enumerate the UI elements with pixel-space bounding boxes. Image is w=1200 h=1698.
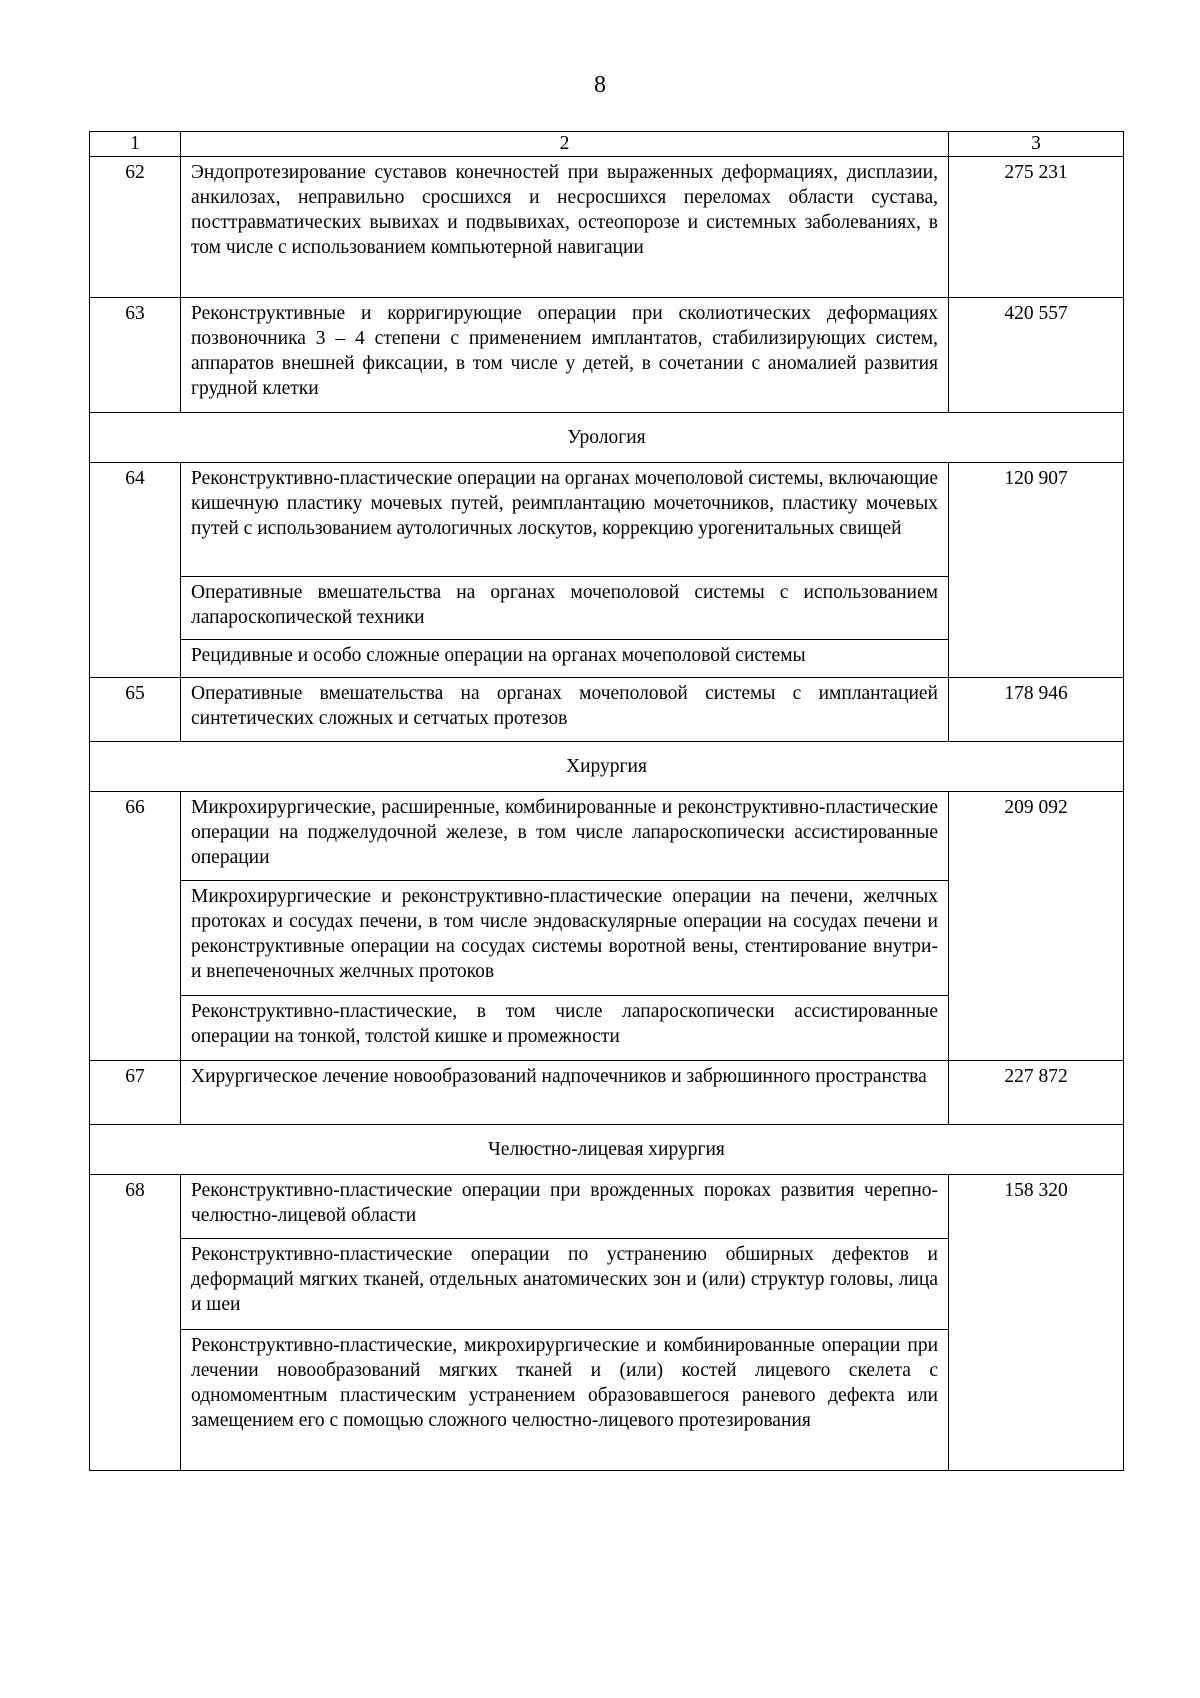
row-number-text: 63 — [125, 303, 145, 324]
row-description — [181, 1175, 949, 1239]
row-number-text: 62 — [125, 162, 145, 183]
table-row — [90, 1175, 1124, 1239]
row-description-text: Реконструктивно-пластические операции на органах мочеполовой системы, включающие кишечную пластику мочевых путей, реимплантацию мочеточников, пластику мочевых путей с использованием аутологичных лоскутов, коррекцию урогенитальных свищей — [191, 468, 938, 539]
row-description — [181, 1239, 949, 1330]
row-description-text: Хирургическое лечение новообразований надпочечников и забрюшинного пространства — [191, 1066, 927, 1087]
row-description-text: Реконструктивно-пластические операции по устранению обширных дефектов и деформаций мягких тканей, отдельных анатомических зон и (или) структур головы, лица и шеи — [191, 1244, 938, 1315]
row-description — [181, 1061, 949, 1125]
row-description-text: Микрохирургические, расширенные, комбинированные и реконструктивно-пластические операции на поджелудочной железе, в том числе лапароскопически ассистированные операции — [191, 797, 938, 868]
page-number: 8 — [594, 72, 606, 98]
section-row-maxillofacial — [90, 1125, 1124, 1175]
row-number — [90, 678, 181, 742]
header-col-2: 2 — [181, 132, 949, 157]
row-description — [181, 1330, 949, 1471]
table-row — [90, 157, 1124, 298]
row-description — [181, 157, 949, 298]
row-price-text: 420 557 — [1004, 303, 1068, 324]
row-description-text: Оперативные вмешательства на органах мочеполовой системы с имплантацией синтетических сложных и сетчатых протезов — [191, 683, 938, 729]
table-header-row — [90, 132, 1124, 157]
row-description-text: Оперативные вмешательства на органах мочеполовой системы с использованием лапароскопической техники — [191, 582, 938, 628]
row-number — [90, 792, 181, 1061]
row-description — [181, 792, 949, 881]
table-row — [90, 1061, 1124, 1125]
row-description — [181, 996, 949, 1061]
header-col-1: 1 — [90, 132, 181, 157]
header-col-3: 3 — [949, 132, 1124, 157]
row-number — [90, 298, 181, 413]
table-row — [90, 463, 1124, 577]
row-price-text: 158 320 — [1004, 1180, 1068, 1201]
row-number — [90, 1061, 181, 1125]
row-price — [949, 157, 1124, 298]
table-row — [90, 678, 1124, 742]
table-row — [90, 298, 1124, 413]
row-number — [90, 157, 181, 298]
row-description-text: Реконструктивно-пластические, в том числе лапароскопически ассистированные операции на тонкой, толстой кишке и промежности — [191, 1001, 938, 1047]
row-price-text: 227 872 — [1004, 1066, 1068, 1087]
row-price-text: 120 907 — [1004, 468, 1068, 489]
row-price-text: 178 946 — [1004, 683, 1068, 704]
section-row-surgery — [90, 742, 1124, 792]
row-price — [949, 792, 1124, 1061]
row-description-text: Реконструктивные и корригирующие операции при сколиотических деформациях позвоночника 3 – 4 степени с применением имплантатов, стабилизирующих систем, аппаратов внешней фиксации, в том числе у детей, в сочетании с аномалией развития грудной клетки — [191, 303, 938, 399]
row-description-text: Микрохирургические и реконструктивно-пластические операции на печени, желчных протоках и сосудах печени, в том числе эндоваскулярные операции на сосудах печени и реконструктивные операции на сосудах системы воротной вены, стентирование внутри- и внепеченочных желчных протоков — [191, 886, 938, 982]
row-description — [181, 298, 949, 413]
row-price-text: 275 231 — [1004, 162, 1068, 183]
row-description-text: Реконструктивно-пластические операции при врожденных пороках развития черепно-челюстно-лицевой области — [191, 1180, 938, 1226]
row-price-text: 209 092 — [1004, 797, 1068, 818]
row-description — [181, 463, 949, 577]
row-number — [90, 463, 181, 678]
row-price — [949, 1175, 1124, 1471]
row-number-text: 68 — [125, 1180, 145, 1201]
row-description — [181, 577, 949, 640]
row-price — [949, 463, 1124, 678]
row-description — [181, 640, 949, 678]
row-number-text: 67 — [125, 1066, 145, 1087]
row-description-text: Реконструктивно-пластические, микрохирургические и комбинированные операции при лечении новообразований мягких тканей и (или) костей лицевого скелета с одномоментным пластическим устранением образовавшегося раневого дефекта или замещением его с помощью сложного челюстно-лицевого протезирования — [191, 1335, 938, 1431]
section-row-urology — [90, 413, 1124, 463]
row-number — [90, 1175, 181, 1471]
section-title-surgery: Хирургия — [90, 742, 1124, 792]
row-number-text: 66 — [125, 797, 145, 818]
row-price — [949, 298, 1124, 413]
row-description — [181, 881, 949, 996]
table-row — [90, 792, 1124, 881]
row-description-text: Эндопротезирование суставов конечностей при выраженных деформациях, дисплазии, анкилозах, неправильно сросшихся и несросшихся переломах области сустава, посттравматических вывихах и подвывихах, остеопорозе и системных заболеваниях, в том числе с использованием компьютерной навигации — [191, 162, 938, 258]
services-table — [89, 131, 1124, 1471]
row-description — [181, 678, 949, 742]
row-number-text: 65 — [125, 683, 145, 704]
row-price — [949, 678, 1124, 742]
section-title-urology: Урология — [90, 413, 1124, 463]
row-description-text: Рецидивные и особо сложные операции на органах мочеполовой системы — [191, 645, 806, 666]
section-title-maxillofacial: Челюстно-лицевая хирургия — [90, 1125, 1124, 1175]
row-number-text: 64 — [125, 468, 145, 489]
row-price — [949, 1061, 1124, 1125]
